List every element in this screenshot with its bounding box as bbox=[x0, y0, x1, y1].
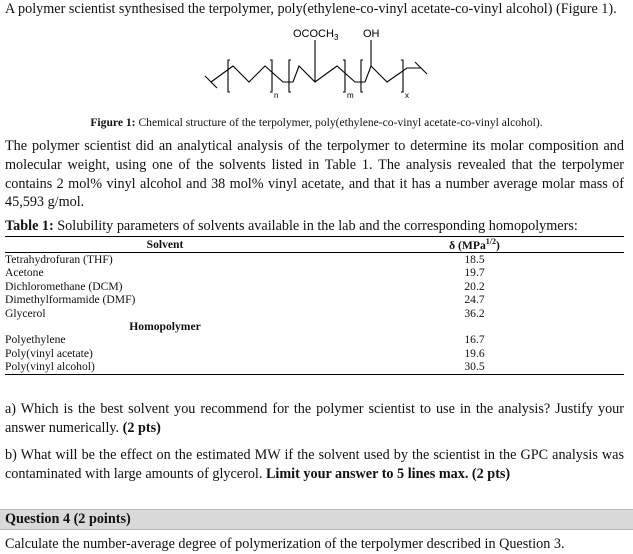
table-row bbox=[5, 307, 624, 320]
bracket-n bbox=[228, 60, 272, 92]
table-header-row bbox=[5, 237, 624, 253]
table-row bbox=[5, 347, 624, 360]
homopolymer-name: Poly(vinyl alcohol) bbox=[5, 360, 325, 374]
subscript-n: n bbox=[274, 91, 279, 100]
header-delta: δ (MPa$^{1/2}$) bbox=[325, 237, 624, 253]
solvent-name: Dichloromethane (DCM) bbox=[5, 279, 123, 293]
bracket-m bbox=[289, 60, 345, 92]
homopolymer-heading: Homopolymer bbox=[129, 320, 201, 334]
solvent-value: 18.5 bbox=[464, 253, 485, 266]
solvent-name: Dimethylformamide (DMF) bbox=[5, 293, 136, 307]
table-row bbox=[5, 293, 624, 306]
subscript-x: x bbox=[405, 91, 409, 100]
subscript-m: m bbox=[347, 91, 354, 100]
polymer-backbone bbox=[211, 66, 421, 82]
solvent-name: Tetrahydrofuran (THF) bbox=[5, 253, 113, 266]
table-row bbox=[5, 360, 624, 374]
group-acetate: $OCOCH_3$ bbox=[293, 28, 339, 42]
homopolymer-value: 16.7 bbox=[464, 333, 485, 347]
end-bond-left bbox=[205, 76, 217, 88]
solvent-value: 24.7 bbox=[464, 293, 485, 307]
table-row bbox=[5, 266, 624, 279]
solvent-value: 19.7 bbox=[464, 266, 485, 280]
table-caption: Table 1: Solubility parameters of solvents available in the lab and the corresponding homopolymers: bbox=[5, 218, 578, 234]
question-4-title: Question 4 (2 points) bbox=[5, 511, 131, 527]
solvent-name: Glycerol bbox=[5, 306, 46, 320]
homopolymer-value: 19.6 bbox=[464, 346, 485, 360]
question-4-text: Calculate the number-average degree of polymerization of the terpolymer described in Question 3. bbox=[5, 536, 565, 552]
description-paragraph: The polymer scientist did an analytical analysis of the terpolymer to determine its molar composition and molecular weight, using one of the solvents listed in Table 1. The analysis revealed that the terpolymer contains 2 mol% vinyl alcohol and 38 mol% vinyl acetate, and that it has a number average molar mass of 45,593 g/mol. bbox=[5, 138, 624, 211]
homopolymer-name: Poly(vinyl acetate) bbox=[5, 346, 93, 360]
homopolymer-subheader bbox=[5, 320, 624, 333]
header-solvent: Solvent bbox=[5, 237, 325, 253]
table-row bbox=[5, 253, 624, 267]
table-row bbox=[5, 280, 624, 293]
solvent-value: 20.2 bbox=[464, 279, 485, 293]
solvent-value: 36.2 bbox=[464, 306, 485, 320]
figure-caption: Figure 1: Chemical structure of the terpolymer, poly(ethylene-co-vinyl acetate-co-vinyl alcohol). bbox=[90, 116, 543, 129]
intro-text: A polymer scientist synthesised the terpolymer, poly(ethylene-co-vinyl acetate-co-vinyl alcohol) (Figure 1). bbox=[5, 1, 617, 17]
homopolymer-value: 30.5 bbox=[325, 360, 624, 374]
question-4-header bbox=[0, 509, 633, 530]
chemical-structure bbox=[195, 24, 435, 114]
homopolymer-name: Polyethylene bbox=[5, 333, 66, 347]
group-hydroxyl: OH bbox=[363, 28, 380, 40]
solvent-name: Acetone bbox=[5, 266, 44, 280]
table-row bbox=[5, 333, 624, 346]
solubility-table bbox=[5, 236, 624, 375]
question-b: b) What will be the effect on the estimated MW if the solvent used by the scientist in the GPC analysis was contaminated with large amounts of glycerol. Limit your answer to 5 lines max. (2 pts) bbox=[5, 447, 624, 482]
question-a: a) Which is the best solvent you recommend for the polymer scientist to use in the analysis? Justify your answer numerically. (2 pts) bbox=[5, 401, 624, 436]
